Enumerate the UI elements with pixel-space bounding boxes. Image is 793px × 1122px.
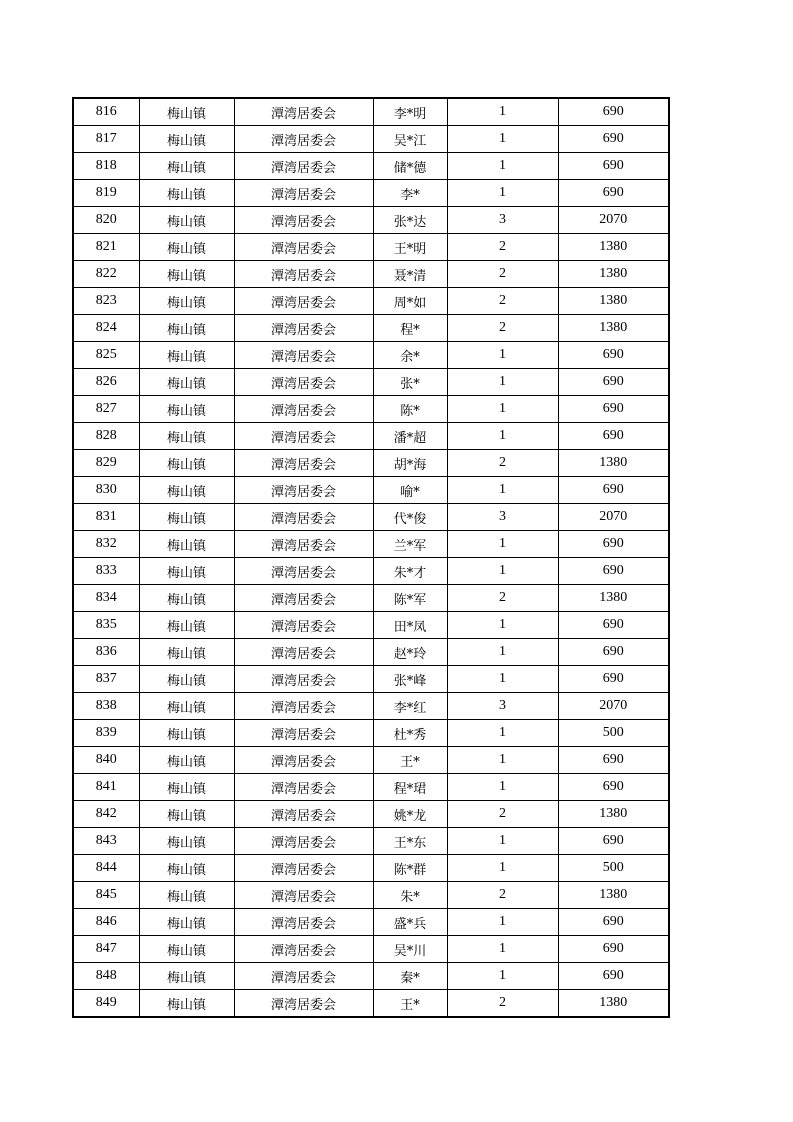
amount-cell: 2070 — [558, 207, 669, 234]
table-row — [73, 423, 669, 450]
community-cell: 潭湾居委会 — [234, 882, 373, 909]
household-size-cell: 1 — [447, 747, 558, 774]
household-size-cell: 2 — [447, 585, 558, 612]
household-size-cell: 1 — [447, 639, 558, 666]
town-cell: 梅山镇 — [139, 666, 234, 693]
serial-number-cell: 848 — [73, 963, 139, 990]
amount-cell: 690 — [558, 369, 669, 396]
table-row — [73, 396, 669, 423]
serial-number-cell: 816 — [73, 98, 139, 126]
amount-cell: 690 — [558, 153, 669, 180]
name-cell: 田*凤 — [373, 612, 447, 639]
community-cell: 潭湾居委会 — [234, 450, 373, 477]
community-cell: 潭湾居委会 — [234, 423, 373, 450]
table-row — [73, 288, 669, 315]
town-cell: 梅山镇 — [139, 801, 234, 828]
community-cell: 潭湾居委会 — [234, 180, 373, 207]
household-size-cell: 1 — [447, 774, 558, 801]
table-row — [73, 342, 669, 369]
table-row — [73, 585, 669, 612]
serial-number-cell: 847 — [73, 936, 139, 963]
amount-cell: 500 — [558, 720, 669, 747]
community-cell: 潭湾居委会 — [234, 288, 373, 315]
amount-cell: 1380 — [558, 450, 669, 477]
serial-number-cell: 846 — [73, 909, 139, 936]
table-row — [73, 882, 669, 909]
town-cell: 梅山镇 — [139, 828, 234, 855]
town-cell: 梅山镇 — [139, 531, 234, 558]
table-row — [73, 369, 669, 396]
town-cell: 梅山镇 — [139, 909, 234, 936]
name-cell: 朱*才 — [373, 558, 447, 585]
household-size-cell: 1 — [447, 936, 558, 963]
table-row — [73, 720, 669, 747]
name-cell: 姚*龙 — [373, 801, 447, 828]
serial-number-cell: 821 — [73, 234, 139, 261]
town-cell: 梅山镇 — [139, 990, 234, 1018]
serial-number-cell: 841 — [73, 774, 139, 801]
town-cell: 梅山镇 — [139, 504, 234, 531]
serial-number-cell: 819 — [73, 180, 139, 207]
table-row — [73, 612, 669, 639]
amount-cell: 2070 — [558, 693, 669, 720]
name-cell: 兰*军 — [373, 531, 447, 558]
name-cell: 盛*兵 — [373, 909, 447, 936]
town-cell: 梅山镇 — [139, 396, 234, 423]
household-size-cell: 1 — [447, 828, 558, 855]
amount-cell: 690 — [558, 747, 669, 774]
amount-cell: 690 — [558, 126, 669, 153]
table-row — [73, 963, 669, 990]
name-cell: 胡*海 — [373, 450, 447, 477]
name-cell: 朱* — [373, 882, 447, 909]
town-cell: 梅山镇 — [139, 315, 234, 342]
serial-number-cell: 818 — [73, 153, 139, 180]
community-cell: 潭湾居委会 — [234, 963, 373, 990]
amount-cell: 690 — [558, 666, 669, 693]
community-cell: 潭湾居委会 — [234, 126, 373, 153]
town-cell: 梅山镇 — [139, 126, 234, 153]
amount-cell: 690 — [558, 180, 669, 207]
household-size-cell: 1 — [447, 531, 558, 558]
name-cell: 潘*超 — [373, 423, 447, 450]
serial-number-cell: 825 — [73, 342, 139, 369]
name-cell: 周*如 — [373, 288, 447, 315]
table-row — [73, 98, 669, 126]
community-cell: 潭湾居委会 — [234, 828, 373, 855]
household-size-cell: 1 — [447, 369, 558, 396]
community-cell: 潭湾居委会 — [234, 558, 373, 585]
amount-cell: 690 — [558, 963, 669, 990]
community-cell: 潭湾居委会 — [234, 234, 373, 261]
table-row — [73, 855, 669, 882]
table-row — [73, 477, 669, 504]
amount-cell: 690 — [558, 477, 669, 504]
household-size-cell: 2 — [447, 288, 558, 315]
amount-cell: 1380 — [558, 882, 669, 909]
serial-number-cell: 833 — [73, 558, 139, 585]
town-cell: 梅山镇 — [139, 207, 234, 234]
town-cell: 梅山镇 — [139, 98, 234, 126]
serial-number-cell: 824 — [73, 315, 139, 342]
name-cell: 张*达 — [373, 207, 447, 234]
household-size-cell: 1 — [447, 153, 558, 180]
serial-number-cell: 836 — [73, 639, 139, 666]
table-row — [73, 909, 669, 936]
household-size-cell: 1 — [447, 126, 558, 153]
amount-cell: 1380 — [558, 288, 669, 315]
town-cell: 梅山镇 — [139, 774, 234, 801]
community-cell: 潭湾居委会 — [234, 585, 373, 612]
name-cell: 储*德 — [373, 153, 447, 180]
community-cell: 潭湾居委会 — [234, 909, 373, 936]
amount-cell: 1380 — [558, 234, 669, 261]
community-cell: 潭湾居委会 — [234, 369, 373, 396]
table-row — [73, 774, 669, 801]
amount-cell: 690 — [558, 531, 669, 558]
table-row — [73, 450, 669, 477]
amount-cell: 1380 — [558, 585, 669, 612]
serial-number-cell: 844 — [73, 855, 139, 882]
name-cell: 张* — [373, 369, 447, 396]
amount-cell: 690 — [558, 639, 669, 666]
community-cell: 潭湾居委会 — [234, 504, 373, 531]
community-cell: 潭湾居委会 — [234, 693, 373, 720]
table-row — [73, 153, 669, 180]
household-size-cell: 2 — [447, 450, 558, 477]
town-cell: 梅山镇 — [139, 234, 234, 261]
serial-number-cell: 817 — [73, 126, 139, 153]
serial-number-cell: 830 — [73, 477, 139, 504]
amount-cell: 690 — [558, 909, 669, 936]
household-size-cell: 2 — [447, 990, 558, 1018]
community-cell: 潭湾居委会 — [234, 261, 373, 288]
table-row — [73, 990, 669, 1018]
town-cell: 梅山镇 — [139, 612, 234, 639]
table-row — [73, 261, 669, 288]
community-cell: 潭湾居委会 — [234, 207, 373, 234]
town-cell: 梅山镇 — [139, 936, 234, 963]
household-size-cell: 1 — [447, 477, 558, 504]
serial-number-cell: 826 — [73, 369, 139, 396]
name-cell: 李*红 — [373, 693, 447, 720]
serial-number-cell: 834 — [73, 585, 139, 612]
name-cell: 程*珺 — [373, 774, 447, 801]
community-cell: 潭湾居委会 — [234, 639, 373, 666]
serial-number-cell: 838 — [73, 693, 139, 720]
serial-number-cell: 837 — [73, 666, 139, 693]
table-row — [73, 234, 669, 261]
town-cell: 梅山镇 — [139, 720, 234, 747]
community-cell: 潭湾居委会 — [234, 342, 373, 369]
table-row — [73, 639, 669, 666]
household-size-cell: 1 — [447, 612, 558, 639]
town-cell: 梅山镇 — [139, 342, 234, 369]
household-size-cell: 2 — [447, 261, 558, 288]
table-row — [73, 801, 669, 828]
serial-number-cell: 828 — [73, 423, 139, 450]
household-size-cell: 1 — [447, 342, 558, 369]
household-size-cell: 1 — [447, 909, 558, 936]
community-cell: 潭湾居委会 — [234, 747, 373, 774]
name-cell: 喻* — [373, 477, 447, 504]
town-cell: 梅山镇 — [139, 477, 234, 504]
name-cell: 吴*川 — [373, 936, 447, 963]
household-size-cell: 3 — [447, 207, 558, 234]
town-cell: 梅山镇 — [139, 639, 234, 666]
table-row — [73, 207, 669, 234]
community-cell: 潭湾居委会 — [234, 855, 373, 882]
name-cell: 李* — [373, 180, 447, 207]
household-size-cell: 1 — [447, 558, 558, 585]
name-cell: 程* — [373, 315, 447, 342]
community-cell: 潭湾居委会 — [234, 477, 373, 504]
household-size-cell: 2 — [447, 315, 558, 342]
community-cell: 潭湾居委会 — [234, 396, 373, 423]
table-row — [73, 531, 669, 558]
town-cell: 梅山镇 — [139, 261, 234, 288]
serial-number-cell: 822 — [73, 261, 139, 288]
name-cell: 张*峰 — [373, 666, 447, 693]
community-cell: 潭湾居委会 — [234, 990, 373, 1018]
community-cell: 潭湾居委会 — [234, 801, 373, 828]
table-row — [73, 828, 669, 855]
name-cell: 王* — [373, 747, 447, 774]
household-size-cell: 1 — [447, 423, 558, 450]
community-cell: 潭湾居委会 — [234, 612, 373, 639]
serial-number-cell: 842 — [73, 801, 139, 828]
name-cell: 代*俊 — [373, 504, 447, 531]
name-cell: 王*东 — [373, 828, 447, 855]
town-cell: 梅山镇 — [139, 180, 234, 207]
name-cell: 王* — [373, 990, 447, 1018]
amount-cell: 690 — [558, 423, 669, 450]
serial-number-cell: 831 — [73, 504, 139, 531]
serial-number-cell: 832 — [73, 531, 139, 558]
town-cell: 梅山镇 — [139, 963, 234, 990]
household-size-cell: 1 — [447, 855, 558, 882]
amount-cell: 690 — [558, 396, 669, 423]
name-cell: 余* — [373, 342, 447, 369]
amount-cell: 2070 — [558, 504, 669, 531]
serial-number-cell: 843 — [73, 828, 139, 855]
table-row — [73, 936, 669, 963]
household-size-cell: 2 — [447, 882, 558, 909]
amount-cell: 1380 — [558, 990, 669, 1018]
table-row — [73, 666, 669, 693]
name-cell: 陈* — [373, 396, 447, 423]
name-cell: 秦* — [373, 963, 447, 990]
serial-number-cell: 820 — [73, 207, 139, 234]
town-cell: 梅山镇 — [139, 693, 234, 720]
serial-number-cell: 845 — [73, 882, 139, 909]
town-cell: 梅山镇 — [139, 585, 234, 612]
name-cell: 王*明 — [373, 234, 447, 261]
community-cell: 潭湾居委会 — [234, 98, 373, 126]
town-cell: 梅山镇 — [139, 882, 234, 909]
amount-cell: 1380 — [558, 801, 669, 828]
name-cell: 陈*群 — [373, 855, 447, 882]
household-size-cell: 1 — [447, 666, 558, 693]
serial-number-cell: 829 — [73, 450, 139, 477]
town-cell: 梅山镇 — [139, 747, 234, 774]
community-cell: 潭湾居委会 — [234, 531, 373, 558]
name-cell: 杜*秀 — [373, 720, 447, 747]
household-size-cell: 1 — [447, 396, 558, 423]
amount-cell: 690 — [558, 342, 669, 369]
household-size-cell: 1 — [447, 963, 558, 990]
table-row — [73, 180, 669, 207]
roster-body — [73, 98, 669, 1017]
household-size-cell: 1 — [447, 98, 558, 126]
serial-number-cell: 839 — [73, 720, 139, 747]
amount-cell: 690 — [558, 98, 669, 126]
town-cell: 梅山镇 — [139, 450, 234, 477]
town-cell: 梅山镇 — [139, 558, 234, 585]
table-row — [73, 504, 669, 531]
community-cell: 潭湾居委会 — [234, 936, 373, 963]
amount-cell: 690 — [558, 828, 669, 855]
household-size-cell: 1 — [447, 180, 558, 207]
name-cell: 吴*江 — [373, 126, 447, 153]
community-cell: 潭湾居委会 — [234, 720, 373, 747]
town-cell: 梅山镇 — [139, 153, 234, 180]
table-row — [73, 315, 669, 342]
town-cell: 梅山镇 — [139, 288, 234, 315]
amount-cell: 1380 — [558, 261, 669, 288]
household-size-cell: 1 — [447, 720, 558, 747]
town-cell: 梅山镇 — [139, 423, 234, 450]
town-cell: 梅山镇 — [139, 369, 234, 396]
roster-table — [72, 97, 670, 1018]
household-size-cell: 3 — [447, 504, 558, 531]
amount-cell: 500 — [558, 855, 669, 882]
name-cell: 李*明 — [373, 98, 447, 126]
table-row — [73, 558, 669, 585]
amount-cell: 690 — [558, 612, 669, 639]
table-row — [73, 693, 669, 720]
name-cell: 陈*军 — [373, 585, 447, 612]
household-size-cell: 2 — [447, 801, 558, 828]
household-size-cell: 3 — [447, 693, 558, 720]
name-cell: 聂*清 — [373, 261, 447, 288]
community-cell: 潭湾居委会 — [234, 666, 373, 693]
amount-cell: 690 — [558, 774, 669, 801]
household-size-cell: 2 — [447, 234, 558, 261]
table-row — [73, 126, 669, 153]
amount-cell: 690 — [558, 936, 669, 963]
serial-number-cell: 827 — [73, 396, 139, 423]
amount-cell: 1380 — [558, 315, 669, 342]
community-cell: 潭湾居委会 — [234, 153, 373, 180]
community-cell: 潭湾居委会 — [234, 774, 373, 801]
town-cell: 梅山镇 — [139, 855, 234, 882]
serial-number-cell: 823 — [73, 288, 139, 315]
serial-number-cell: 849 — [73, 990, 139, 1018]
amount-cell: 690 — [558, 558, 669, 585]
table-row — [73, 747, 669, 774]
community-cell: 潭湾居委会 — [234, 315, 373, 342]
name-cell: 赵*玲 — [373, 639, 447, 666]
serial-number-cell: 835 — [73, 612, 139, 639]
serial-number-cell: 840 — [73, 747, 139, 774]
